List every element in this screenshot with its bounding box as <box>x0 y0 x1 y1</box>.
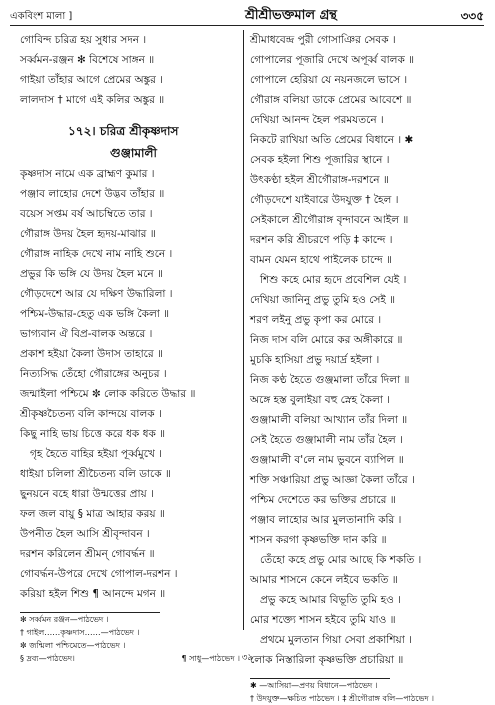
page-header <box>10 4 484 26</box>
page-number-bottom: ৩৯ <box>241 653 254 663</box>
chapter-heading <box>20 120 240 164</box>
verse-line: গুঞ্জামালী বলিয়া আখ্যান তাঁর দিলা ॥ <box>250 414 408 426</box>
verse-line: কৃষ্ণদাস নামে এক ব্রাহ্মণ কুমার । <box>20 168 155 180</box>
verse-line: উপনীত হৈল আসি শ্রীবৃন্দাবন । <box>20 528 150 540</box>
verse-line: গোপালের পূজারি দেখে অপূর্ব্ব বালক ॥ <box>250 54 415 66</box>
header-rule <box>10 25 484 26</box>
series-label: একবিংশ মালা ] <box>10 11 73 22</box>
verse-line: লোক নিস্তারিলা কৃষ্ণভক্তি প্রচারিয়া ॥ <box>250 654 404 666</box>
chapter-title: ১৭২। চরিত্র শ্রীকৃষ্ণদাস <box>68 124 179 138</box>
verse-line: গাইয়া তাঁহার আগে প্রেমের অঙ্কুর । <box>20 74 164 86</box>
verse-line: নিজ কণ্ঠ হৈতে গুঞ্জমালা তাঁরে দিলা ॥ <box>250 374 410 386</box>
verse-line: শ্রীমাধবেন্দ্র পুরী গোসাঞির সেবক । <box>250 34 396 46</box>
verse-line: শরণ লইনু প্রভু কৃপা কর মোরে । <box>250 314 382 326</box>
verse-line: মুচকি হাসিয়া প্রভু দয়ার্দ্র হইলা । <box>250 354 380 366</box>
left-top-verses <box>20 30 240 110</box>
verse-line: দেখিয়া আনন্দ হৈল পরমযতনে । <box>250 114 384 126</box>
verse-line: প্রভুর কি ভঙ্গি যে উদয় হৈল মনে ॥ <box>20 268 163 280</box>
verse-line: পঞ্জাব লাহোর আর মুলতানাদি করি । <box>250 514 402 526</box>
verse-line: তেঁহো কহে প্রভু মোর আছে কি শকতি । <box>260 554 422 566</box>
left-column <box>20 30 240 665</box>
right-body-verses <box>250 30 482 670</box>
verse-line: শাসন করগা কৃষ্ণভক্তি দান করি ॥ <box>250 534 387 546</box>
verse-line: শিশু কহে মোর হৃদে প্রবেশিল যেই । <box>260 274 407 286</box>
footnote: ✱ —আসিয়া—প্রণয় বিধানে—পাঠভেদ । <box>250 681 378 690</box>
verse-line: অঙ্গে হস্ত বুলাইয়া বহু স্নেহ কৈলা । <box>250 394 390 406</box>
verse-line: সেবক হইলা শিশু পূজারির স্থানে । <box>250 154 390 166</box>
verse-line: দরশন করিলেন শ্রীমন্ গোবর্দ্ধন ॥ <box>20 548 155 560</box>
verse-line: জন্মাইলা পশ্চিমে ✼ লোক করিতে উদ্ধার ॥ <box>20 388 196 400</box>
verse-line: শ্রীকৃষ্ণচৈতন্য বলি কান্দয়ে বালক । <box>20 408 162 420</box>
verse-line: গৌড়দেশে যাইবারে উদযুক্ত † হৈল । <box>250 194 399 206</box>
verse-line: গোবিন্দ চরিত্র হয় সুধার সদন । <box>20 34 147 46</box>
verse-line: পঞ্জাব লাহোর দেশে উদ্ভব তাঁহার ॥ <box>20 188 165 200</box>
left-body-verses <box>20 164 240 604</box>
verse-line: নিকটে রাখিয়া অতি প্রেমের বিধানে । ✱ <box>250 134 414 146</box>
verse-line: বামন যেমন হাথে পাইলেক চান্দে ॥ <box>250 254 392 266</box>
verse-line: সর্ব্বমন-রঞ্জন ✻ বিশেষে সাঙ্গন ॥ <box>20 54 155 66</box>
verse-line: দেখিয়া জানিনু প্রভু তুমি হও সেই ॥ <box>250 294 396 306</box>
verse-line: পশ্চিম দেশেতে কর ভক্তির প্রচারে ॥ <box>250 494 396 506</box>
verse-line: আমার শাসনে কেনে লইবে ভকতি ॥ <box>250 574 398 586</box>
verse-line: মোর শক্ত্যে শাসন হইবে তুমি যাও ॥ <box>250 614 396 626</box>
verse-line: ধাইয়া চলিলা শ্রীচৈতন্য বলি ডাকে ॥ <box>20 468 171 480</box>
verse-line: প্রথমে মুলতান গিয়া সেবা প্রকাশিয়া । <box>260 634 412 646</box>
verse-line: ফল জল বায়ু § মাত্র আহার করয় ॥ <box>20 508 165 520</box>
chapter-subtitle: গুঞ্জামালী <box>110 146 157 160</box>
footnote: ✻ সর্ব্বমন রঞ্জন—পাঠভেদ । <box>20 615 109 624</box>
verse-line: গুঞ্জামালী ব'লে নাম ভুবনে ব্যাপিল ॥ <box>250 454 404 466</box>
verse-line: দরশন করি শ্রীচরণে পড়ি ‡ কান্দে । <box>250 234 393 246</box>
verse-line: নিজ দাস বলি মোরে কর অঙ্গীকারে ॥ <box>250 334 403 346</box>
verse-line: প্রভু কহে আমার বিভূতি তুমি হও । <box>260 594 401 606</box>
right-column <box>250 30 482 705</box>
verse-line: গৌরাঙ্গ বলিয়া ডাকে প্রেমের আবেশে ॥ <box>250 94 412 106</box>
right-footnotes <box>250 679 482 705</box>
footnote: † গাইল……কৃষ্ণদাস……—পাঠভেদ । <box>20 628 140 637</box>
column-divider <box>243 30 244 630</box>
verse-line: করিয়া হইল শিশু ¶ আনন্দে মগন ॥ <box>20 588 166 600</box>
page-footer <box>0 650 495 665</box>
verse-line: গোবর্দ্ধন-উপরে দেখে গোপাল-দরশন । <box>20 568 178 580</box>
book-title: শ্রীশ্রীভক্তমাল গ্রন্থ <box>245 8 337 23</box>
verse-line: প্রকাশ হইয়া কৈলা উদাস তাহারে ॥ <box>20 348 163 360</box>
footnote: † উদযুক্ত—ক্ষচিত পাঠভেদ । ‡ শ্রীগৌরাঙ্গ বলি—পাঠভেদ । <box>250 694 435 703</box>
verse-line: সেই হৈতে গুঞ্জামালী নাম তাঁর হৈল । <box>250 434 403 446</box>
verse-line: সেইকালে শ্রীগৌরাঙ্গ বৃন্দাবনে আইল ॥ <box>250 214 409 226</box>
verse-line: নিত্যসিদ্ধ তেঁহো গৌরাঙ্গের অনুচর । <box>20 368 167 380</box>
verse-line: ছুনয়নে বহে ধারা উন্মত্তের প্রায় । <box>20 488 154 500</box>
verse-line: শক্তি সঞ্চারিয়া প্রভু আজ্ঞা কৈলা তাঁরে । <box>250 474 415 486</box>
footnote: ✼ জন্মিলা পশ্চিমেতে—পাঠভেদ । <box>20 641 126 650</box>
footnote: § দ্রব্য—পাঠভেদ। <box>20 654 75 663</box>
verse-line: গৌরাঙ্গ নাহিক দেখে নাম নাহি শুনে । <box>20 248 173 260</box>
footnote: ¶ সাধু—পাঠভেদ । <box>181 654 240 663</box>
verse-line: গোপালে হেরিয়া যে নয়নজলে ভাসে । <box>250 74 408 86</box>
verse-line: গৌড়দেশে আর যে দক্ষিণ উদ্ধারিলা । <box>20 288 173 300</box>
verse-line: পশ্চিম-উদ্ধার-হেতু এক ভঙ্গি কৈলা ॥ <box>20 308 170 320</box>
verse-line: গৌরাঙ্গ উদয় হৈল হৃদয়-মাঝার ॥ <box>20 228 156 240</box>
page-number-top: ৩৩৫ <box>460 9 484 23</box>
verse-line: কিছু নাহি ভায় চিত্তে করে ধক ধক ॥ <box>20 428 166 440</box>
verse-line: ভাগ্যবান ঐ বিপ্র-বালক অন্তরে । <box>20 328 153 340</box>
verse-line: বয়েস সপ্তম বর্ষ আচম্বিতে তার । <box>20 208 153 220</box>
verse-line: গৃহ হৈতে বাহির হইয়া পূর্ব্বমুখে । <box>30 448 162 460</box>
verse-line: লালদাস † মাগে এই কলির অঙ্কুর ॥ <box>20 94 165 106</box>
verse-line: উৎকণ্ঠা হইল শ্রীগৌরাঙ্গ-দরশনে ॥ <box>250 174 389 186</box>
